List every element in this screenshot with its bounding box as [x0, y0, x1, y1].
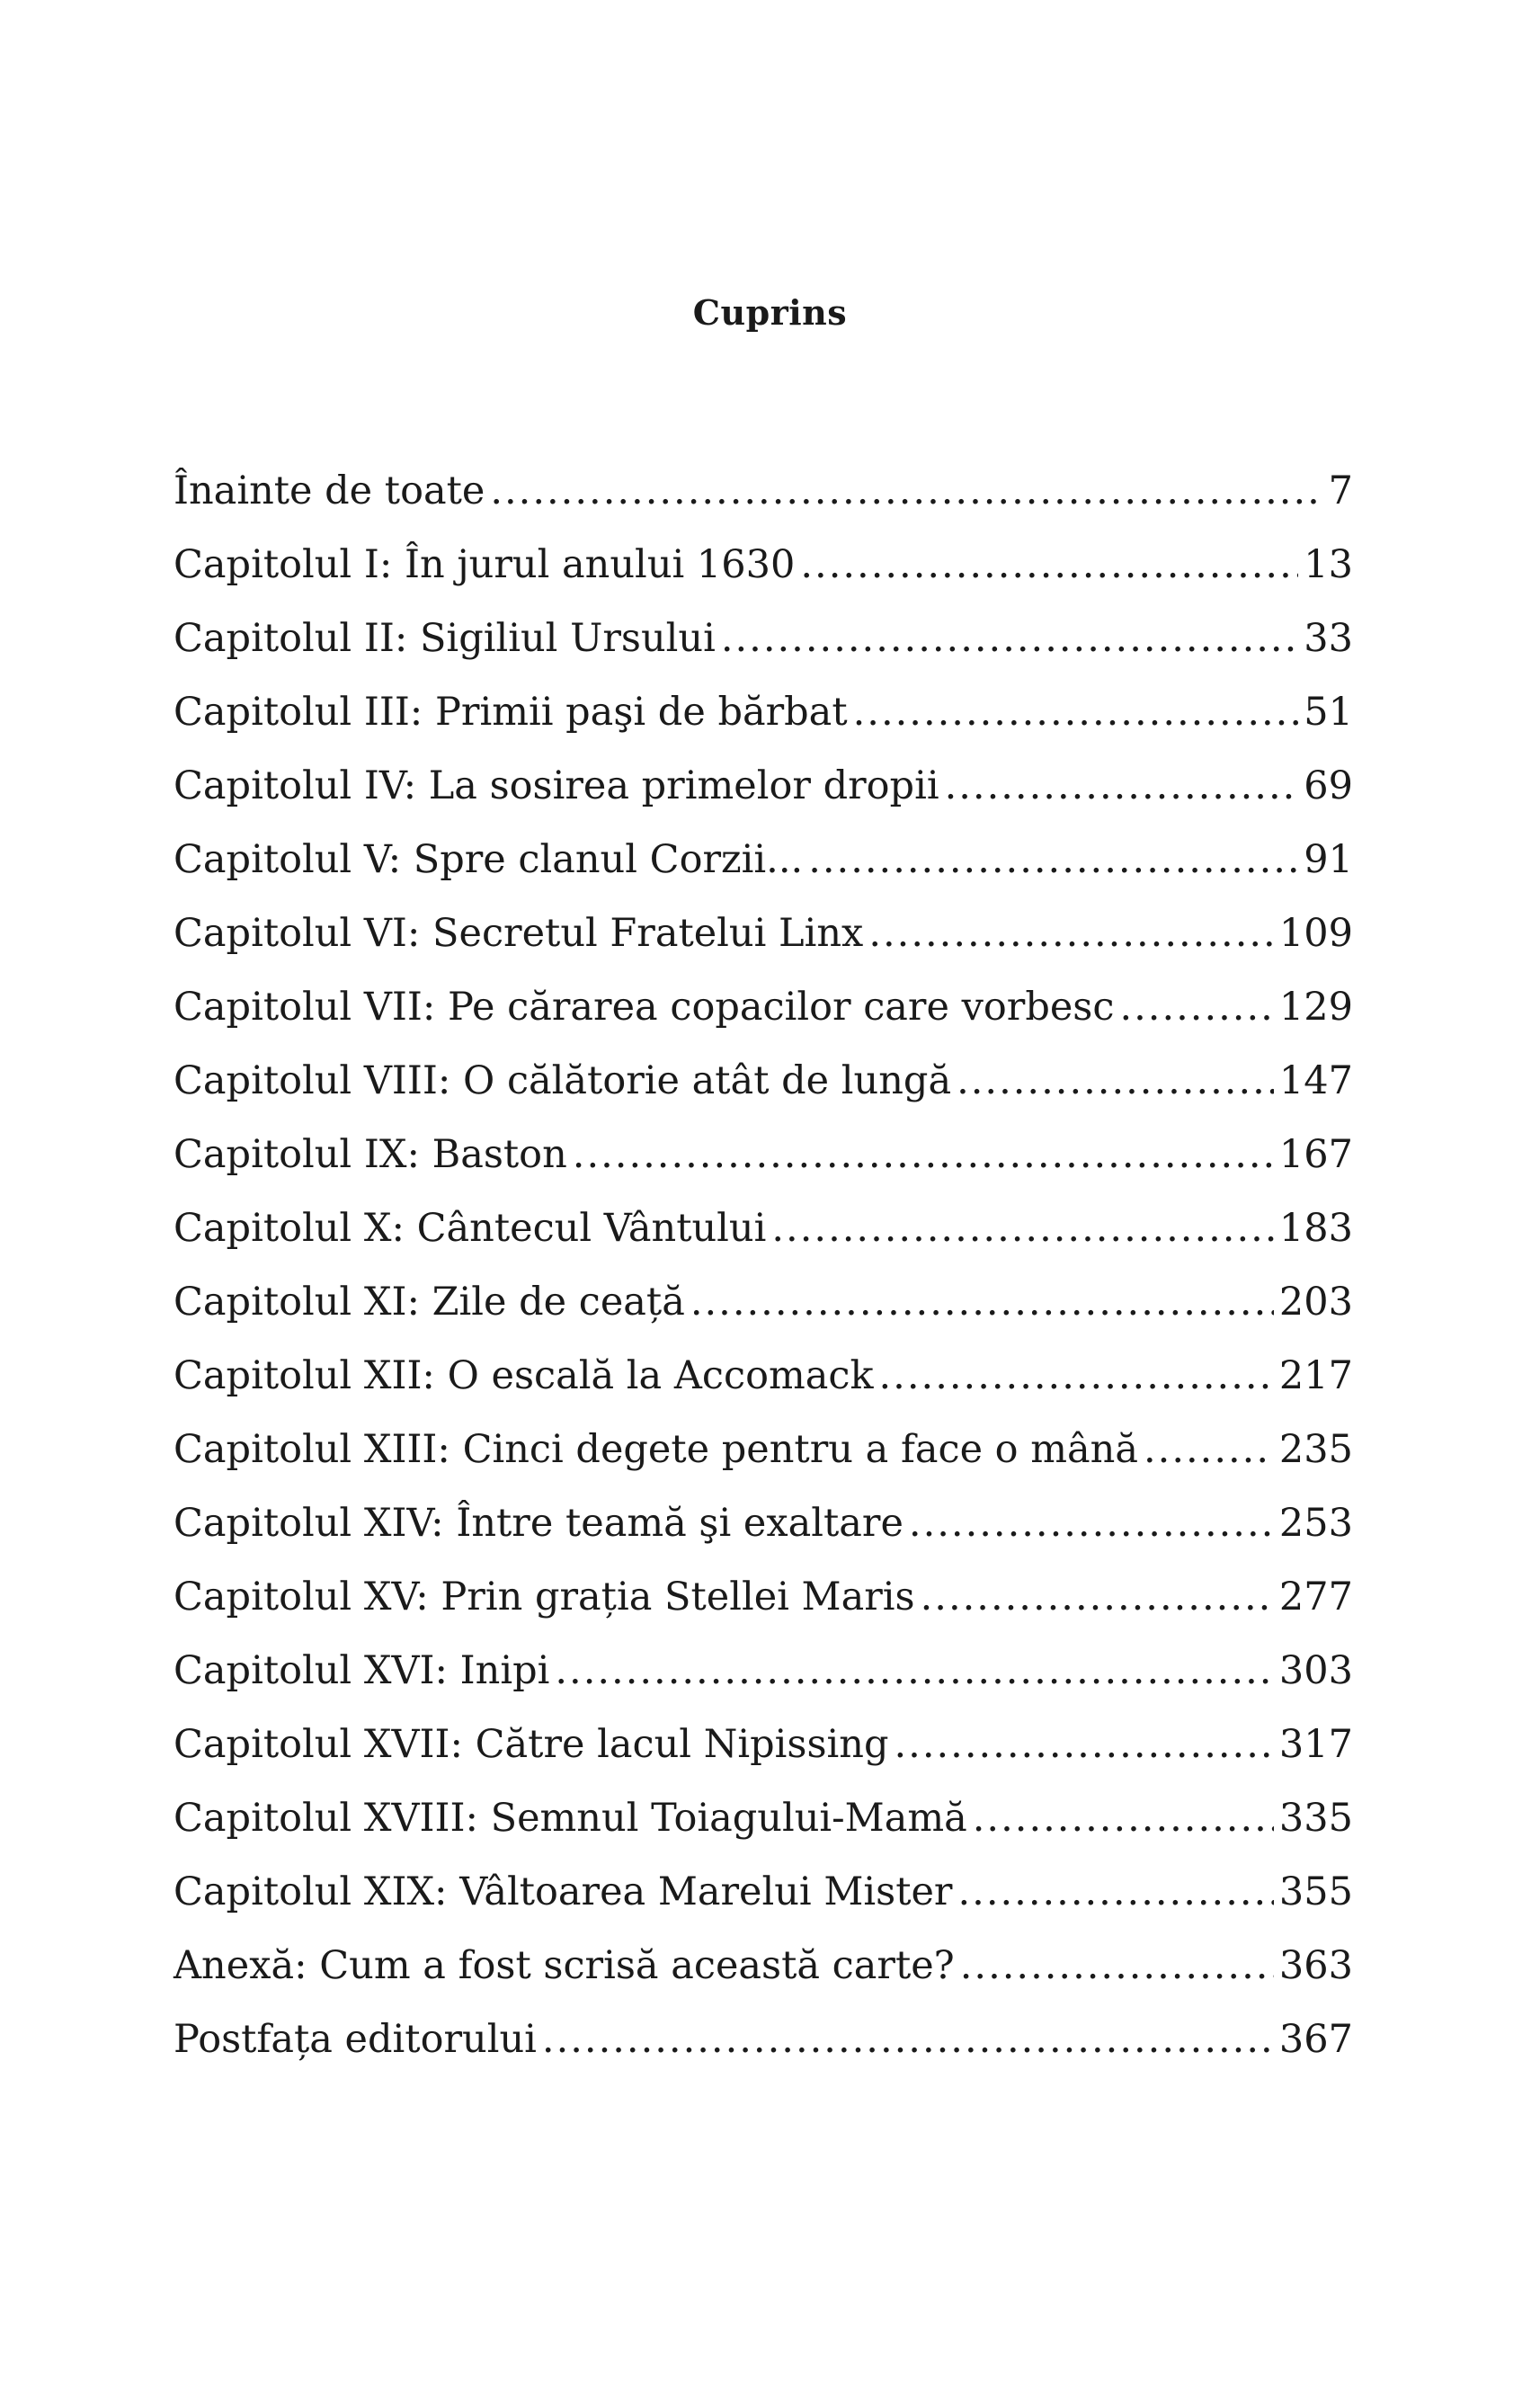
toc-entry-page: 7: [1328, 468, 1353, 513]
toc-leader-dots: [808, 823, 1298, 897]
toc-entry-page: 203: [1278, 1280, 1353, 1325]
toc-entry: [174, 454, 1353, 528]
toc-entry-page: 129: [1278, 985, 1353, 1030]
toc-leader-dots: [853, 675, 1299, 749]
toc-leader-dots: [573, 1118, 1274, 1191]
toc-entry-page: 317: [1278, 1722, 1353, 1767]
toc-entry-label: Capitolul V: Spre clanul Corzii...: [174, 837, 804, 882]
toc-leader-dots: [957, 1044, 1274, 1118]
toc-entry: [174, 1929, 1353, 2003]
toc-leader-dots: [542, 2003, 1274, 2076]
toc-leader-dots: [945, 749, 1299, 823]
toc-entry-label: Capitolul XVI: Inipi: [174, 1648, 550, 1693]
toc-entry-label: Capitolul VI: Secretul Fratelui Linx: [174, 911, 864, 956]
toc-entry-label: Capitolul XIII: Cinci degete pentru a face o mână: [174, 1427, 1138, 1472]
toc-leader-dots: [973, 1781, 1274, 1855]
toc-entry-page: 303: [1278, 1648, 1353, 1693]
toc-entry-page: 367: [1278, 2017, 1353, 2062]
toc-entry-page: 183: [1278, 1206, 1353, 1251]
toc-entry: [174, 1486, 1353, 1560]
toc-leader-dots: [721, 602, 1298, 675]
toc-leader-dots: [1119, 970, 1273, 1044]
toc-entry: [174, 1265, 1353, 1339]
toc-leader-dots: [690, 1265, 1274, 1339]
toc-entry-label: Capitolul XVII: Către lacul Nipissing: [174, 1722, 889, 1767]
toc-entry: [174, 1339, 1353, 1413]
toc-entry-page: 335: [1278, 1796, 1353, 1841]
toc-entry-page: 253: [1278, 1501, 1353, 1546]
toc-entry: [174, 2003, 1353, 2076]
toc-leader-dots: [771, 1191, 1274, 1265]
toc-leader-dots: [960, 1929, 1274, 2003]
toc-entry: [174, 602, 1353, 675]
toc-leader-dots: [879, 1339, 1274, 1413]
toc-entry-label: Capitolul XII: O escală la Accomack: [174, 1353, 874, 1398]
toc-entry-label: Capitolul VIII: O călătorie atât de lungă: [174, 1058, 952, 1103]
toc-entry-page: 147: [1278, 1058, 1353, 1103]
toc-entry-page: 69: [1304, 763, 1353, 808]
toc-entry-label: Capitolul III: Primii paşi de bărbat: [174, 690, 848, 735]
toc-entry-page: 355: [1278, 1869, 1353, 1914]
toc-leader-dots: [490, 454, 1322, 528]
toc-entry: [174, 1855, 1353, 1929]
table-of-contents: [174, 454, 1353, 2076]
toc-entry: [174, 1413, 1353, 1486]
toc-leader-dots: [958, 1855, 1274, 1929]
toc-entry-label: Anexă: Cum a fost scrisă această carte?: [174, 1943, 955, 1988]
toc-entry: [174, 749, 1353, 823]
toc-entry-label: Postfața editorului: [174, 2017, 537, 2062]
toc-entry-page: 33: [1304, 616, 1353, 661]
toc-entry: [174, 1560, 1353, 1634]
toc-entry-page: 167: [1278, 1132, 1353, 1177]
toc-entry-label: Capitolul XV: Prin grația Stellei Maris: [174, 1575, 915, 1619]
toc-entry-page: 235: [1278, 1427, 1353, 1472]
toc-entry: [174, 1118, 1353, 1191]
toc-entry: [174, 823, 1353, 897]
toc-entry-label: Capitolul XIX: Vâltoarea Marelui Mister: [174, 1869, 953, 1914]
toc-entry-label: Înainte de toate: [174, 468, 485, 513]
toc-entry: [174, 1781, 1353, 1855]
toc-leader-dots: [800, 528, 1298, 602]
toc-entry-label: Capitolul VII: Pe cărarea copacilor care vorbesc: [174, 985, 1115, 1030]
toc-leader-dots: [1144, 1413, 1274, 1486]
toc-entry-label: Capitolul I: În jurul anului 1630: [174, 542, 796, 587]
toc-entry: [174, 1634, 1353, 1708]
toc-entry-label: Capitolul IX: Baston: [174, 1132, 567, 1177]
toc-leader-dots: [921, 1560, 1274, 1634]
toc-entry-page: 91: [1304, 837, 1353, 882]
toc-leader-dots: [868, 897, 1274, 970]
toc-entry: [174, 1708, 1353, 1781]
toc-entry-label: Capitolul XIV: Între teamă şi exaltare: [174, 1501, 904, 1546]
toc-leader-dots: [555, 1634, 1274, 1708]
toc-entry: [174, 1044, 1353, 1118]
toc-entry-page: 51: [1304, 690, 1353, 735]
toc-entry: [174, 897, 1353, 970]
toc-entry-label: Capitolul XI: Zile de ceață: [174, 1280, 685, 1325]
toc-entry: [174, 970, 1353, 1044]
toc-entry: [174, 1191, 1353, 1265]
toc-entry-page: 363: [1278, 1943, 1353, 1988]
toc-entry-page: 13: [1304, 542, 1353, 587]
toc-entry-page: 277: [1278, 1575, 1353, 1619]
toc-entry-label: Capitolul IV: La sosirea primelor dropii: [174, 763, 939, 808]
toc-entry-page: 217: [1278, 1353, 1353, 1398]
toc-entry-label: Capitolul II: Sigiliul Ursului: [174, 616, 716, 661]
toc-entry-page: 109: [1278, 911, 1353, 956]
page-title: Cuprins: [692, 292, 848, 333]
toc-entry-label: Capitolul XVIII: Semnul Toiagului-Mamă: [174, 1796, 967, 1841]
toc-entry: [174, 528, 1353, 602]
toc-entry: [174, 675, 1353, 749]
toc-leader-dots: [894, 1708, 1273, 1781]
toc-entry-label: Capitolul X: Cântecul Vântului: [174, 1206, 767, 1251]
toc-leader-dots: [909, 1486, 1274, 1560]
